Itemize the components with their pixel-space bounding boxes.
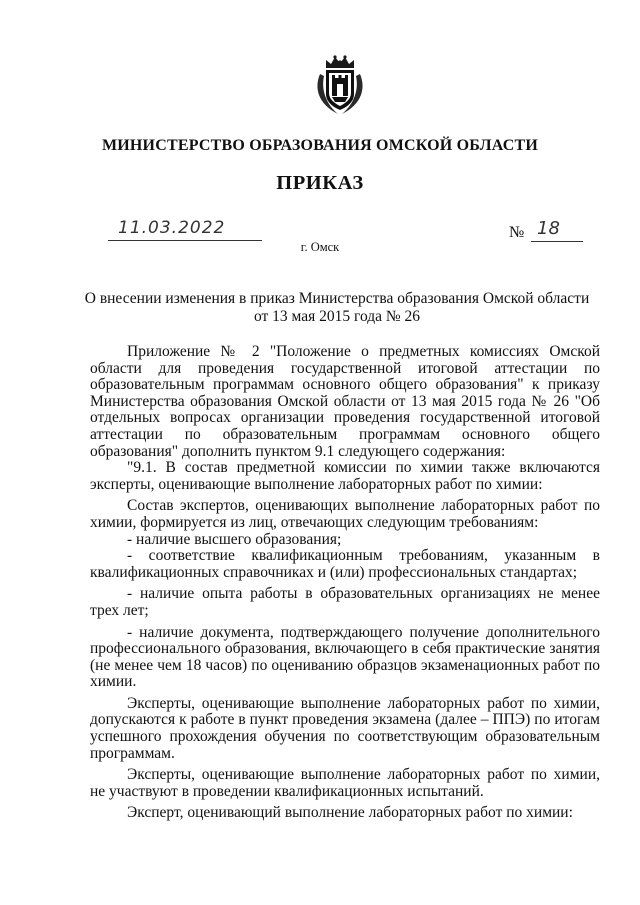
subject-line-2: от 13 мая 2015 года № 26 — [253, 307, 421, 325]
subject-line-1: О внесении изменения в приказ Министерства образования Омской области — [84, 290, 590, 307]
document-type-title: ПРИКАЗ — [276, 172, 364, 194]
requirement-item: - наличие документа, подтверждающего получение дополнительного профессионального образования, включающего в себя практические занятия (не менее чем 18 часов) по оцениванию образцов экзаменационных работ по химии. — [90, 623, 600, 691]
paragraph-amendment: Приложение № 2 "Положение о предметных комиссиях Омской области для проведения государственной итоговой аттестации по образовательным программам основного общего образования" к приказу Министерства образования Омской области от 13 мая 2015 года № 26 "Об отдельных вопросах организации проведения государственной итоговой аттестации по образовательным программам основного общего образования" дополнить пунктом 9.1 следующего содержания: — [90, 343, 600, 460]
city-label: г. Омск — [300, 240, 340, 254]
paragraph-requirements: Состав экспертов, оценивающих выполнение лабораторных работ по химии, формируется из лиц, отвечающих следующим требованиям: — [90, 497, 600, 531]
coat-of-arms-icon — [312, 54, 368, 116]
order-number-field — [509, 218, 583, 242]
ministry-title: МИНИСТЕРСТВО ОБРАЗОВАНИЯ ОМСКОЙ ОБЛАСТИ — [101, 137, 539, 154]
order-number-handwritten: 18 — [537, 218, 560, 239]
requirement-item: - наличие высшего образования; — [127, 530, 342, 548]
paragraph-9-1: "9.1. В состав предметной комиссии по химии также включаются эксперты, оценивающие выполнение лабораторных работ по химии: — [90, 459, 600, 493]
order-date-field — [108, 218, 262, 241]
order-body — [90, 344, 600, 822]
order-number-line — [531, 218, 583, 242]
paragraph-admission: Эксперты, оценивающие выполнение лабораторных работ по химии, допускаются к работе в пункт проведения экзамена (далее – ППЭ) по итогам успешного прохождения обучения по соответствующим образовательным программам. — [90, 694, 600, 762]
order-subject — [72, 290, 602, 325]
paragraph-expert-duties: Эксперт, оценивающий выполнение лабораторных работ по химии: — [127, 804, 573, 822]
requirement-item: - наличие опыта работы в образовательных организациях не менее трех лет; — [90, 585, 600, 619]
number-sign: № — [509, 224, 525, 241]
requirement-item: - соответствие квалификационным требованиям, указанным в квалификационных справочниках и (или) профессиональных стандартах; — [90, 547, 600, 581]
paragraph-non-participation: Эксперты, оценивающие выполнение лабораторных работ по химии, не участвуют в проведении квалификационных испытаний. — [90, 766, 600, 800]
order-date-handwritten: 11.03.2022 — [118, 218, 226, 238]
